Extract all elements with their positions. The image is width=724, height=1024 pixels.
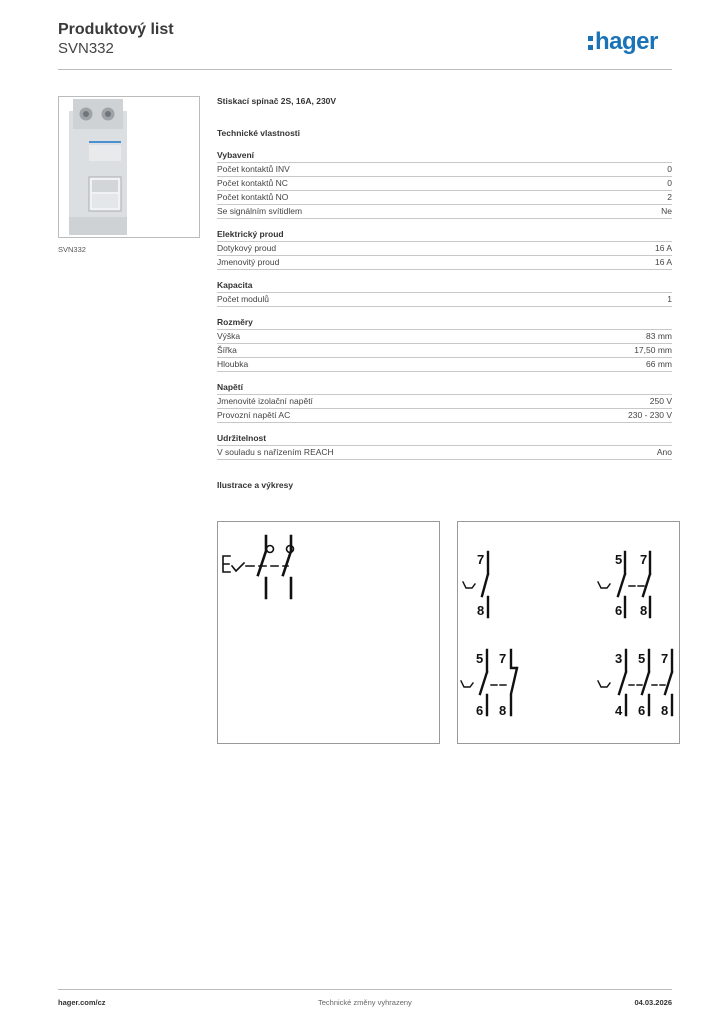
spec-row [217, 205, 672, 219]
spec-row [217, 446, 672, 460]
spec-value: 0 [667, 164, 672, 174]
spec-value: 1 [667, 294, 672, 304]
illustrations-heading: Ilustrace a výkresy [217, 480, 294, 490]
terminal-label: 8 [477, 603, 485, 618]
spec-label: Jmenovitý proud [217, 257, 280, 267]
header-divider [58, 69, 672, 70]
spec-value: Ne [661, 206, 672, 216]
spec-value: 230 - 230 V [628, 410, 672, 420]
spec-value: 66 mm [646, 359, 672, 369]
footer-website-link[interactable]: hager.com/cz [58, 998, 106, 1007]
spec-row [217, 330, 672, 344]
spec-label: Počet kontaktů NC [217, 178, 288, 188]
spec-label: Jmenovité izolační napětí [217, 396, 313, 406]
config-5-7-6-8-alt [461, 650, 517, 718]
spec-label: Výška [217, 331, 241, 341]
spec-label: Se signálním svítidlem [217, 206, 303, 216]
terminal-label: 8 [661, 703, 669, 718]
spec-value: 2 [667, 192, 672, 202]
section-dimensions [217, 316, 672, 372]
footer-date: 04.03.2026 [634, 998, 672, 1007]
spec-value: 250 V [649, 396, 672, 406]
section-title: Kapacita [217, 279, 672, 293]
terminal-label: 6 [615, 603, 623, 618]
spec-value: 0 [667, 178, 672, 188]
footer-divider [58, 989, 672, 990]
terminal-label: 4 [615, 703, 623, 718]
terminal-label: 7 [640, 552, 648, 567]
page-title: Produktový list [58, 21, 174, 38]
spec-value: Ano [656, 447, 672, 457]
section-title: Napětí [217, 381, 672, 395]
product-image [58, 96, 200, 238]
terminal-label: 3 [615, 651, 623, 666]
terminal-label: 7 [499, 651, 507, 666]
hager-logo [588, 28, 658, 56]
spec-row [217, 395, 672, 409]
terminal-label: 5 [476, 651, 484, 666]
spec-value: 17,50 mm [634, 345, 672, 355]
spec-row [217, 293, 672, 307]
image-caption: SVN332 [58, 245, 86, 254]
terminal-label: 5 [638, 651, 646, 666]
section-title: Elektrický proud [217, 228, 672, 242]
section-voltage [217, 381, 672, 423]
spec-row [217, 191, 672, 205]
spec-label: Dotykový proud [217, 243, 277, 253]
logo-text: hager [595, 28, 658, 55]
product-description: Stiskací spínač 2S, 16A, 230V [217, 96, 337, 106]
terminal-label: 8 [640, 603, 648, 618]
spec-label: Počet modulů [217, 294, 269, 304]
spec-row [217, 409, 672, 423]
spec-value: 16 A [654, 243, 672, 253]
section-equipment [217, 149, 672, 219]
contact-symbols-drawing [458, 522, 679, 743]
config-5-7-6-8 [598, 552, 650, 618]
section-capacity [217, 279, 672, 307]
spec-label: Počet kontaktů INV [217, 164, 290, 174]
switch-symbol-drawing [218, 522, 439, 743]
spec-label: Hloubka [217, 359, 249, 369]
spec-content [217, 96, 672, 490]
spec-row [217, 242, 672, 256]
config-3-5-7-4-6-8 [598, 650, 672, 718]
footer-note: Technické změny vyhrazeny [318, 998, 412, 1007]
section-title: Udržitelnost [217, 432, 672, 446]
spec-label: Počet kontaktů NO [217, 192, 289, 202]
spec-label: Provozní napětí AC [217, 410, 291, 420]
section-title: Rozměry [217, 316, 672, 330]
pushbutton-symbol-diagram [217, 521, 440, 744]
spec-row [217, 177, 672, 191]
spec-row [217, 256, 672, 270]
terminal-label: 7 [477, 552, 485, 567]
config-7-8 [463, 552, 488, 618]
product-code: SVN332 [58, 40, 114, 57]
tech-properties-heading: Technické vlastnosti [217, 128, 300, 138]
spec-label: V souladu s nařízením REACH [217, 447, 334, 457]
circuit-breaker-image [59, 97, 199, 237]
terminal-label: 7 [661, 651, 669, 666]
terminal-label: 5 [615, 552, 623, 567]
contact-configurations-diagram [457, 521, 680, 744]
spec-value: 83 mm [646, 331, 672, 341]
section-electric-current [217, 228, 672, 270]
spec-row [217, 344, 672, 358]
section-title: Vybavení [217, 149, 672, 163]
terminal-label: 6 [638, 703, 646, 718]
spec-value: 16 A [654, 257, 672, 267]
spec-label: Šířka [217, 345, 237, 355]
spec-row [217, 163, 672, 177]
section-sustainability [217, 432, 672, 460]
spec-row [217, 358, 672, 372]
terminal-label: 6 [476, 703, 484, 718]
terminal-label: 8 [499, 703, 507, 718]
